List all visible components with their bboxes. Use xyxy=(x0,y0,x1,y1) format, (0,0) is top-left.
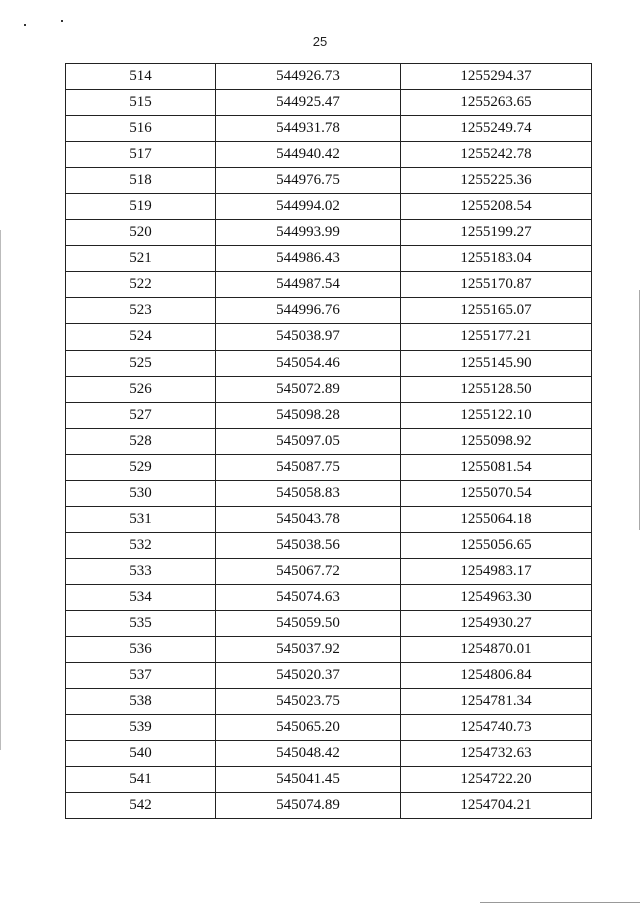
point-number-cell: 534 xyxy=(66,584,216,610)
y-coordinate-cell: 1255081.54 xyxy=(401,454,592,480)
table-row xyxy=(66,558,592,584)
point-number-cell: 518 xyxy=(66,168,216,194)
x-coordinate-cell: 545059.50 xyxy=(216,610,401,636)
y-coordinate-cell: 1255263.65 xyxy=(401,90,592,116)
y-coordinate-cell: 1255225.36 xyxy=(401,168,592,194)
x-coordinate-cell: 545020.37 xyxy=(216,663,401,689)
scan-edge-left xyxy=(0,230,1,750)
point-number-cell: 528 xyxy=(66,428,216,454)
table-row xyxy=(66,584,592,610)
point-number-cell: 529 xyxy=(66,454,216,480)
table-row xyxy=(66,246,592,272)
table-row xyxy=(66,689,592,715)
table-row xyxy=(66,142,592,168)
coordinates-table xyxy=(65,63,592,819)
y-coordinate-cell: 1255249.74 xyxy=(401,116,592,142)
x-coordinate-cell: 545048.42 xyxy=(216,741,401,767)
x-coordinate-cell: 544940.42 xyxy=(216,142,401,168)
y-coordinate-cell: 1255056.65 xyxy=(401,532,592,558)
y-coordinate-cell: 1255128.50 xyxy=(401,376,592,402)
table-row xyxy=(66,402,592,428)
y-coordinate-cell: 1254704.21 xyxy=(401,793,592,819)
x-coordinate-cell: 545074.63 xyxy=(216,584,401,610)
x-coordinate-cell: 545054.46 xyxy=(216,350,401,376)
y-coordinate-cell: 1254806.84 xyxy=(401,663,592,689)
x-coordinate-cell: 544994.02 xyxy=(216,194,401,220)
y-coordinate-cell: 1255122.10 xyxy=(401,402,592,428)
y-coordinate-cell: 1254740.73 xyxy=(401,715,592,741)
table-row xyxy=(66,168,592,194)
point-number-cell: 527 xyxy=(66,402,216,428)
y-coordinate-cell: 1255098.92 xyxy=(401,428,592,454)
x-coordinate-cell: 545038.97 xyxy=(216,324,401,350)
x-coordinate-cell: 544931.78 xyxy=(216,116,401,142)
table-row xyxy=(66,194,592,220)
point-number-cell: 533 xyxy=(66,558,216,584)
point-number-cell: 539 xyxy=(66,715,216,741)
point-number-cell: 540 xyxy=(66,741,216,767)
y-coordinate-cell: 1255294.37 xyxy=(401,64,592,90)
x-coordinate-cell: 545065.20 xyxy=(216,715,401,741)
x-coordinate-cell: 545038.56 xyxy=(216,532,401,558)
table-row xyxy=(66,767,592,793)
point-number-cell: 514 xyxy=(66,64,216,90)
table-row xyxy=(66,715,592,741)
point-number-cell: 530 xyxy=(66,480,216,506)
x-coordinate-cell: 545041.45 xyxy=(216,767,401,793)
y-coordinate-cell: 1255177.21 xyxy=(401,324,592,350)
x-coordinate-cell: 545037.92 xyxy=(216,637,401,663)
y-coordinate-cell: 1255183.04 xyxy=(401,246,592,272)
table-row xyxy=(66,532,592,558)
x-coordinate-cell: 545097.05 xyxy=(216,428,401,454)
table-row xyxy=(66,610,592,636)
x-coordinate-cell: 545098.28 xyxy=(216,402,401,428)
x-coordinate-cell: 544926.73 xyxy=(216,64,401,90)
y-coordinate-cell: 1254781.34 xyxy=(401,689,592,715)
y-coordinate-cell: 1255208.54 xyxy=(401,194,592,220)
table-row xyxy=(66,350,592,376)
y-coordinate-cell: 1255199.27 xyxy=(401,220,592,246)
page-number: 25 xyxy=(312,34,328,49)
point-number-cell: 541 xyxy=(66,767,216,793)
point-number-cell: 526 xyxy=(66,376,216,402)
y-coordinate-cell: 1254870.01 xyxy=(401,637,592,663)
table-row xyxy=(66,506,592,532)
x-coordinate-cell: 545072.89 xyxy=(216,376,401,402)
x-coordinate-cell: 545087.75 xyxy=(216,454,401,480)
x-coordinate-cell: 544987.54 xyxy=(216,272,401,298)
point-number-cell: 517 xyxy=(66,142,216,168)
scan-edge-bottom xyxy=(480,902,640,903)
point-number-cell: 532 xyxy=(66,532,216,558)
y-coordinate-cell: 1254732.63 xyxy=(401,741,592,767)
point-number-cell: 516 xyxy=(66,116,216,142)
y-coordinate-cell: 1255165.07 xyxy=(401,298,592,324)
point-number-cell: 536 xyxy=(66,637,216,663)
table-row xyxy=(66,793,592,819)
x-coordinate-cell: 545043.78 xyxy=(216,506,401,532)
table-row xyxy=(66,480,592,506)
x-coordinate-cell: 545023.75 xyxy=(216,689,401,715)
x-coordinate-cell: 544996.76 xyxy=(216,298,401,324)
table-row xyxy=(66,637,592,663)
table-row xyxy=(66,428,592,454)
coordinates-table-body xyxy=(66,64,592,819)
x-coordinate-cell: 544976.75 xyxy=(216,168,401,194)
y-coordinate-cell: 1254963.30 xyxy=(401,584,592,610)
table-row xyxy=(66,324,592,350)
point-number-cell: 531 xyxy=(66,506,216,532)
table-row xyxy=(66,90,592,116)
x-coordinate-cell: 544986.43 xyxy=(216,246,401,272)
point-number-cell: 524 xyxy=(66,324,216,350)
table-row xyxy=(66,116,592,142)
point-number-cell: 538 xyxy=(66,689,216,715)
table-row xyxy=(66,272,592,298)
table-row xyxy=(66,64,592,90)
point-number-cell: 535 xyxy=(66,610,216,636)
y-coordinate-cell: 1255145.90 xyxy=(401,350,592,376)
y-coordinate-cell: 1255242.78 xyxy=(401,142,592,168)
x-coordinate-cell: 544993.99 xyxy=(216,220,401,246)
scan-dot xyxy=(61,20,63,22)
x-coordinate-cell: 544925.47 xyxy=(216,90,401,116)
table-row xyxy=(66,663,592,689)
table-row xyxy=(66,298,592,324)
point-number-cell: 521 xyxy=(66,246,216,272)
y-coordinate-cell: 1255064.18 xyxy=(401,506,592,532)
x-coordinate-cell: 545058.83 xyxy=(216,480,401,506)
y-coordinate-cell: 1255170.87 xyxy=(401,272,592,298)
point-number-cell: 537 xyxy=(66,663,216,689)
table-row xyxy=(66,220,592,246)
scan-dot xyxy=(24,24,26,26)
point-number-cell: 519 xyxy=(66,194,216,220)
y-coordinate-cell: 1254722.20 xyxy=(401,767,592,793)
table-row xyxy=(66,454,592,480)
table-row xyxy=(66,741,592,767)
table-row xyxy=(66,376,592,402)
point-number-cell: 525 xyxy=(66,350,216,376)
point-number-cell: 542 xyxy=(66,793,216,819)
x-coordinate-cell: 545074.89 xyxy=(216,793,401,819)
y-coordinate-cell: 1254930.27 xyxy=(401,610,592,636)
point-number-cell: 520 xyxy=(66,220,216,246)
point-number-cell: 522 xyxy=(66,272,216,298)
y-coordinate-cell: 1255070.54 xyxy=(401,480,592,506)
point-number-cell: 515 xyxy=(66,90,216,116)
x-coordinate-cell: 545067.72 xyxy=(216,558,401,584)
y-coordinate-cell: 1254983.17 xyxy=(401,558,592,584)
point-number-cell: 523 xyxy=(66,298,216,324)
